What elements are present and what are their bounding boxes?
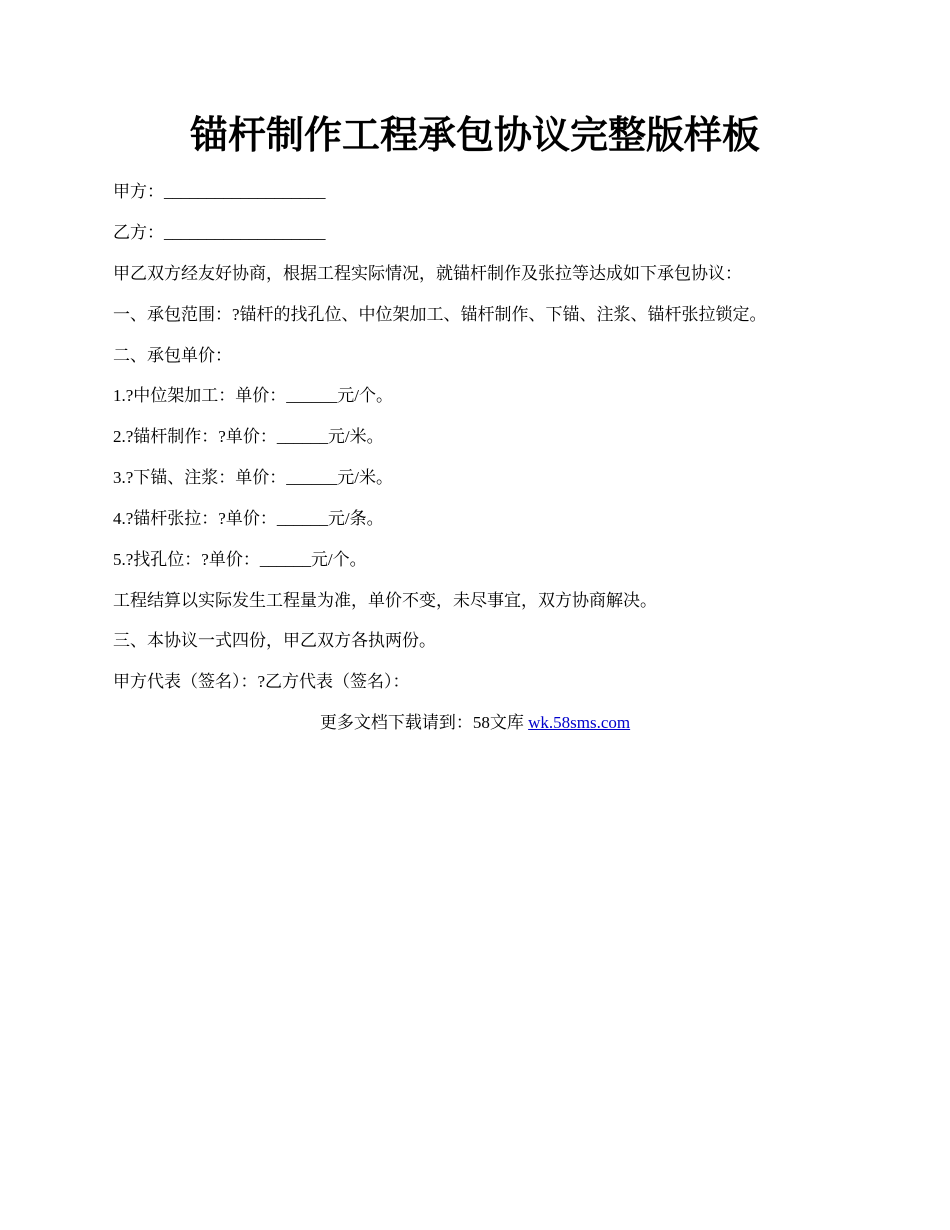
price-item-4: 4.?锚杆张拉：?单价：______元/条。 (113, 509, 384, 528)
price-item-2: 2.?锚杆制作：?单价：______元/米。 (113, 427, 384, 446)
unit-price-heading: 二、承包单价： (113, 346, 232, 365)
signature-line: 甲方代表（签名）：?乙方代表（签名）： (113, 672, 410, 691)
price-item-5: 5.?找孔位：?单价：______元/个。 (113, 550, 367, 569)
party-b-line: 乙方：___________________ (113, 223, 326, 242)
price-item-1: 1.?中位架加工：单价：______元/个。 (113, 386, 394, 405)
price-item-3: 3.?下锚、注浆：单价：______元/米。 (113, 468, 394, 487)
footer-link[interactable]: wk.58sms.com (528, 713, 631, 732)
copies-paragraph: 三、本协议一式四份，甲乙双方各执两份。 (113, 631, 436, 650)
party-a-line: 甲方：___________________ (113, 182, 326, 201)
settlement-paragraph: 工程结算以实际发生工程量为准，单价不变，未尽事宜，双方协商解决。 (113, 591, 657, 610)
intro-paragraph: 甲乙双方经友好协商，根据工程实际情况，就锚杆制作及张拉等达成如下承包协议： (113, 264, 742, 283)
footer-line (0, 711, 950, 735)
document-title: 锚杆制作工程承包协议完整版样板 (189, 115, 760, 157)
scope-paragraph: 一、承包范围：?锚杆的找孔位、中位架加工、锚杆制作、下锚、注浆、锚杆张拉锁定。 (113, 305, 767, 324)
footer-text: 更多文档下载请到：58文库 (319, 713, 529, 732)
